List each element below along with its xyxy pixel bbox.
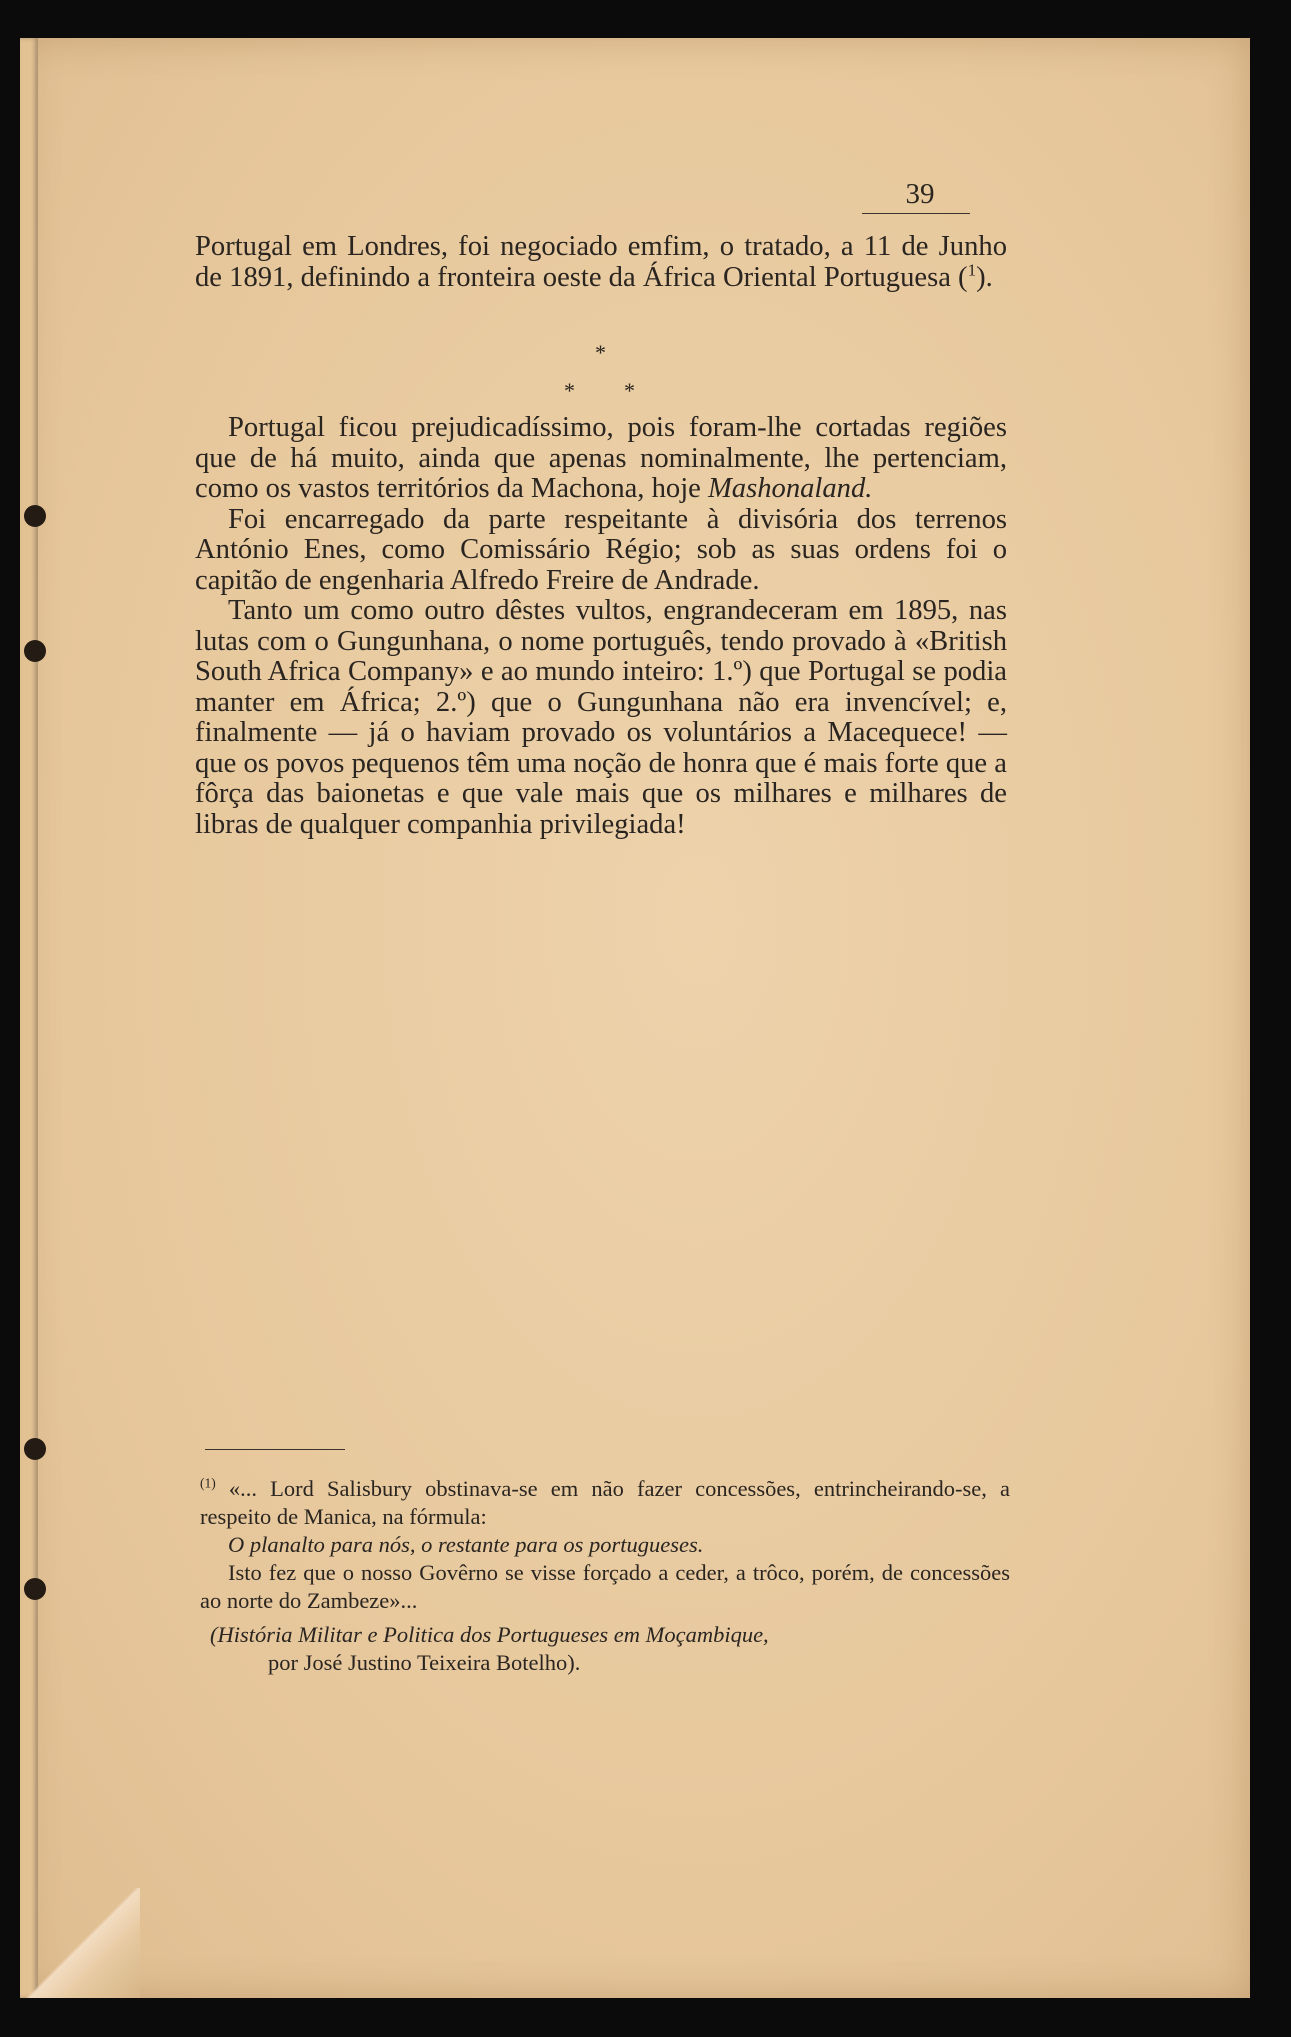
page-left-edge <box>20 38 38 1998</box>
page-number: 39 <box>905 178 935 210</box>
footnote-ref: 1 <box>967 259 977 279</box>
asterisk-left: * <box>564 378 575 403</box>
footnote-rule <box>205 1449 345 1450</box>
asterism <box>560 340 690 410</box>
paragraph-1: Portugal em Londres, foi negociado emfim, o tratado, a 11 de Junho de 1891, definindo a fronteira oeste da África Oriental Portuguesa ($^1$). <box>195 231 1007 293</box>
binding-hole <box>24 1578 46 1600</box>
footnote-line-3: Isto fez que o nosso Govêrno se visse forçado a ceder, a trôco, porém, de concessões ao norte do Zambeze»... <box>200 1560 1010 1613</box>
binding-hole <box>24 505 46 527</box>
page-number-rule <box>862 213 970 214</box>
paragraph-2: Portugal ficou prejudicadíssimo, pois foram-lhe cortadas regiões que de há muito, ainda que apenas nominalmente, lhe pertenciam, como os vastos territórios da Machona, hoje Mashonaland. <box>195 412 1007 504</box>
binding-hole <box>24 1438 46 1460</box>
asterisk-top: * <box>595 340 606 365</box>
footnote-line-2: O planalto para nós, o restante para os portugueses. <box>228 1532 704 1557</box>
paragraph-3: Foi encarregado da parte respeitante à divisória dos terrenos António Enes, como Comissário Régio; sob as suas ordens foi o capitão de engenharia Alfredo Freire de Andrade. <box>195 503 1007 596</box>
folded-corner <box>20 1888 140 1998</box>
footnote <box>200 1475 1010 1677</box>
main-text <box>195 232 1007 840</box>
footnote-line-1: $^{(1)}$ «... Lord Salisbury obstinava-se em não fazer concessões, entrincheirando-se, a respeito de Manica, na fórmula: <box>200 1475 1010 1529</box>
footnote-source: (História Militar e Politica dos Portugueses em Moçambique, por José Justino Teixeira Botelho). <box>210 1622 769 1675</box>
paragraph-4: Tanto um como outro dêstes vultos, engrandeceram em 1895, nas lutas com o Gungunhana, o nome português, tendo provado à «British South Africa Company» e ao mundo inteiro: 1.º) que Portugal se podia manter em África; 2.º) que o Gungunhana não era invencível; e, finalmente — já o haviam provado os voluntários a Macequece! — que os povos pequenos têm uma noção de honra que é mais forte que a fôrça das baionetas e que vale mais que os milhares e milhares de libras de qualquer companhia privilegiada! <box>195 595 1007 840</box>
asterisk-right: * <box>624 378 635 403</box>
footnote-marker: (1) <box>200 1475 216 1491</box>
binding-hole <box>24 640 46 662</box>
